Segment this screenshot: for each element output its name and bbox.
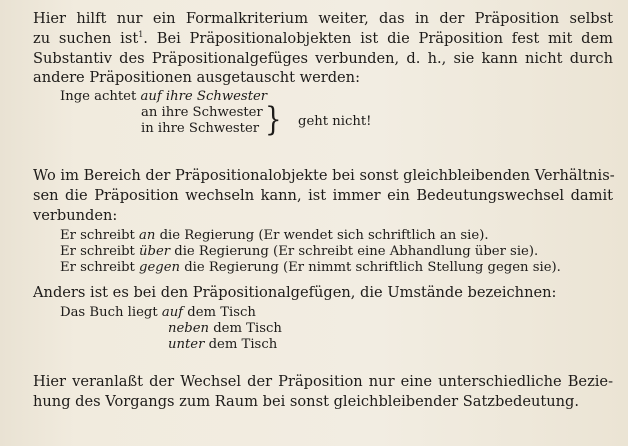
footnote-marker: 1 [138,29,144,39]
example-italic: über [139,244,171,259]
text-line: Anders ist es bei den Präpositionalgefügen, die Umstände bezeichnen: [33,284,557,301]
example-schreibt-1 [60,228,489,244]
example-inge-alt1: an ihre Schwester [141,105,263,120]
example-text: Das Buch liegt [60,305,162,320]
text-line: Wo im Bereich der Präpositionalobjekte bei sonst gleichbleibenden Verhältnis- [33,167,615,184]
example-text: dem Tisch [204,337,278,352]
example-italic: unter [168,337,205,352]
example-buch-2 [168,321,282,337]
example-text: dem Tisch [183,305,256,320]
paragraph-meaning-change [33,166,613,225]
example-text: Er schreibt [60,228,140,243]
text-line: hung des Vorgangs zum Raum bei sonst gleichbleibender Satzbedeutung. [33,392,579,410]
example-inge-comment: geht nicht! [298,114,372,129]
paragraph-formal-criterion [33,9,613,88]
example-italic: auf ihre Schwester [140,89,268,104]
example-italic: gegen [139,260,181,275]
example-text: die Regierung (Er wendet sich schriftlich an sie). [155,228,489,243]
example-inge-alt2: in ihre Schwester [141,121,260,136]
example-buch-1 [60,305,256,321]
text-line: verbunden: [33,206,118,224]
text-span: zu suchen ist [33,29,139,47]
text-line: Substantiv des Präpositionalgefüges verbunden, d. h., sie kann nicht durch [33,49,613,67]
text-line [33,29,613,49]
text-span: . Bei Präpositionalobjekten ist die Präposition fest mit dem [143,29,613,47]
example-text: Inge achtet [60,89,141,104]
text-line: andere Präpositionen ausgetauscht werden: [33,69,360,87]
example-schreibt-3 [60,260,561,276]
brace-symbol: } [265,101,282,139]
example-buch-3 [168,337,277,353]
example-italic: auf [161,305,184,320]
example-text: Er schreibt [60,260,140,275]
example-text: die Regierung (Er schreibt eine Abhandlung über sie). [170,244,539,259]
example-text: die Regierung (Er nimmt schriftlich Stellung gegen sie). [180,260,561,275]
example-italic: an [139,228,156,243]
example-text: Er schreibt [60,244,140,259]
example-italic: neben [168,321,210,336]
text-line: Hier veranlaßt der Wechsel der Präposition nur eine unterschiedliche Bezie- [33,373,613,390]
text-line: sen die Präposition wechseln kann, ist immer ein Bedeutungswechsel damit [33,186,613,204]
example-schreibt-2 [60,244,538,260]
example-text: dem Tisch [209,321,282,336]
text-line: Hier hilft nur ein Formalkriterium weiter, das in der Präposition selbst [33,10,613,27]
paragraph-circumstances [33,283,613,303]
paragraph-spatial-relation [33,372,613,412]
example-inge-lead [60,89,267,105]
